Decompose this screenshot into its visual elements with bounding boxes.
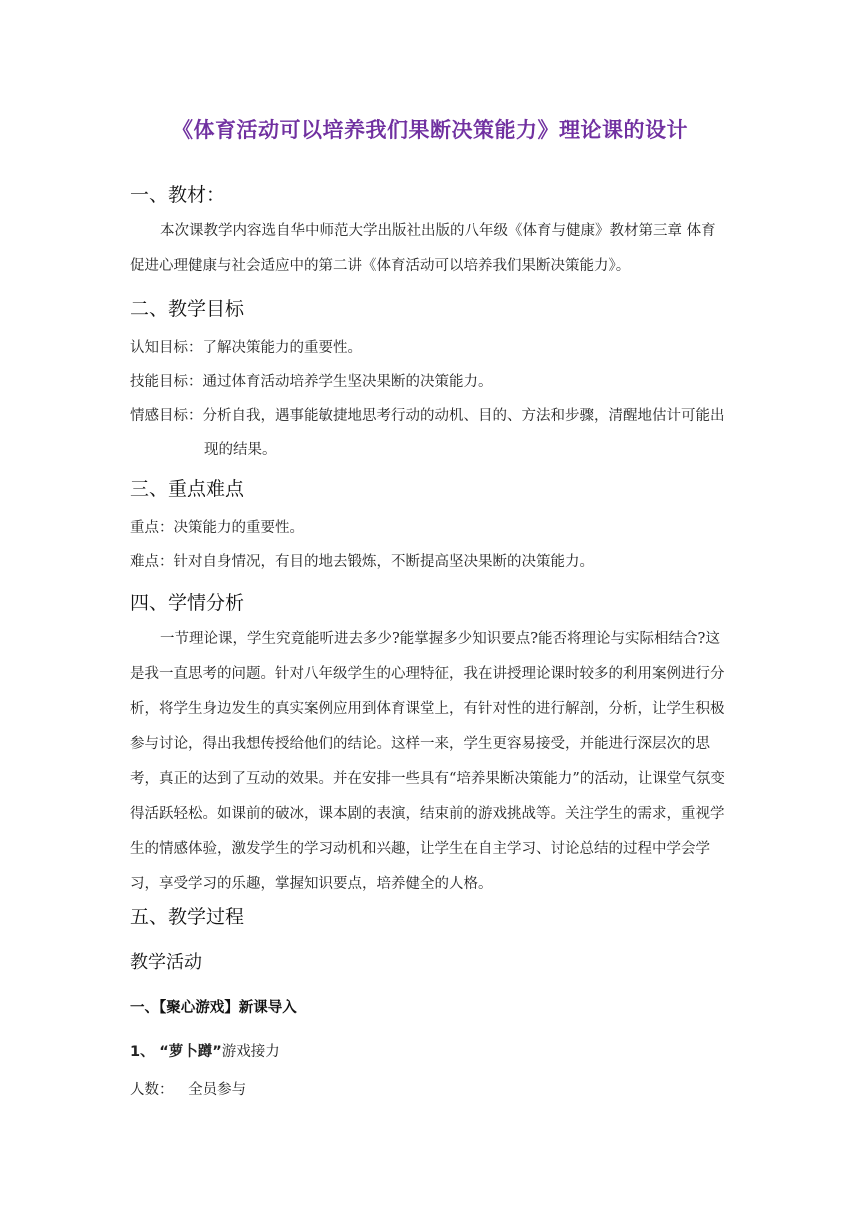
goal-cognitive: 认知目标：了解决策能力的重要性。: [130, 340, 362, 356]
item1-number: 1、: [130, 1044, 155, 1060]
section-heading-materials: 一、教材：: [130, 184, 226, 206]
activity-heading: 教学活动: [130, 952, 202, 973]
key-point: 重点：决策能力的重要性。: [130, 520, 304, 536]
section-heading-process: 五、教学过程: [130, 906, 245, 928]
materials-paragraph: 本次课教学内容选自华中师范大学出版社出版的八年级《体育与健康》教材第三章 体育促进心理健康与社会适应中的第二讲《体育活动可以培养我们果断决策能力》。: [130, 223, 716, 274]
document-title: 《体育活动可以培养我们果断决策能力》理论课的设计: [172, 118, 688, 142]
analysis-paragraph: 一节理论课，学生究竟能听进去多少?能掌握多少知识要点?能否将理论与实际相结合?这是我一直思考的问题。针对八年级学生的心理特征，我在讲授理论课时较多的利用案例进行分析，将学生身边发生的真实案例应用到体育课堂上，有针对性的进行解剖，分析，让学生积极参与讨论，得出我想传授给他们的结论。这样一来，学生更容易接受，并能进行深层次的思考，真正的达到了互动的效果。并在安排一些具有“培养果断决策能力”的活动，让课堂气氛变得活跃轻松。如课前的破冰，课本剧的表演，结束前的游戏挑战等。关注学生的需求，重视学生的情感体验，激发学生的学习动机和兴趣，让学生在自主学习、讨论总结的过程中学会学习，享受学习的乐趣，掌握知识要点，培养健全的人格。: [130, 631, 725, 892]
difficulty: 难点：针对自身情况，有目的地去锻炼，不断提高坚决果断的决策能力。: [130, 554, 594, 570]
people-value: 全员参与: [188, 1082, 247, 1098]
goal-skill: 技能目标：通过体育活动培养学生坚决果断的决策能力。: [130, 374, 493, 390]
section-heading-key-points: 三、重点难点: [130, 478, 245, 500]
goal-emotion-line2: 现的结果。: [204, 442, 277, 458]
section-heading-analysis: 四、学情分析: [130, 592, 245, 614]
people-line: [130, 1078, 246, 1099]
item1-game-name: “萝卜蹲”: [159, 1044, 222, 1060]
goal-emotion-line1: 情感目标：分析自我，遇事能敏捷地思考行动的动机、目的、方法和步骤，清醒地估计可能出: [130, 408, 725, 424]
step1-heading: 一、【聚心游戏】新课导入: [130, 1000, 297, 1016]
people-label: 人数：: [130, 1082, 174, 1098]
section-heading-goals: 二、教学目标: [130, 298, 245, 320]
item1-description: 游戏接力: [221, 1044, 280, 1060]
item1-line: [130, 1040, 280, 1061]
